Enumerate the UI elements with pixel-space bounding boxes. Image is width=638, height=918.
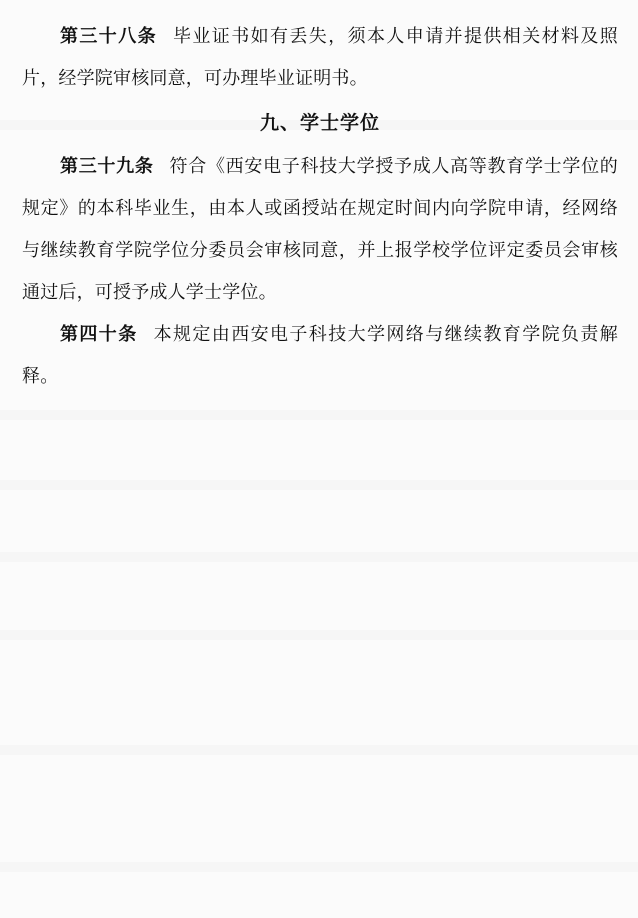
bleed-through-line	[0, 862, 638, 872]
bleed-through-line	[0, 410, 638, 420]
document-body	[22, 16, 618, 398]
article-38-text: 毕业证书如有丢失，须本人申请并提供相关材料及照片，经学院审核同意，可办理毕业证明书。	[22, 26, 618, 89]
article-39-label: 第三十九条	[60, 156, 154, 177]
bleed-through-line	[0, 480, 638, 490]
section-heading: 九、学士学位	[259, 112, 380, 134]
article-40-text: 本规定由西安电子科技大学网络与继续教育学院负责解释。	[22, 324, 618, 387]
bleed-through-line	[0, 630, 638, 640]
article-38-label: 第三十八条	[60, 26, 157, 47]
article-39-paragraph	[22, 146, 618, 314]
bleed-through-line	[0, 745, 638, 755]
article-39-text: 符合《西安电子科技大学授予成人高等教育学士学位的规定》的本科毕业生，由本人或函授站在规定时间内向学院申请，经网络与继续教育学院学位分委员会审核同意，并上报学校学位评定委员会审核通过后，可授予成人学士学位。	[22, 156, 618, 303]
article-40-paragraph	[22, 314, 618, 398]
article-38-paragraph	[22, 16, 618, 100]
bleed-through-line	[0, 552, 638, 562]
article-40-label: 第四十条	[60, 324, 138, 345]
